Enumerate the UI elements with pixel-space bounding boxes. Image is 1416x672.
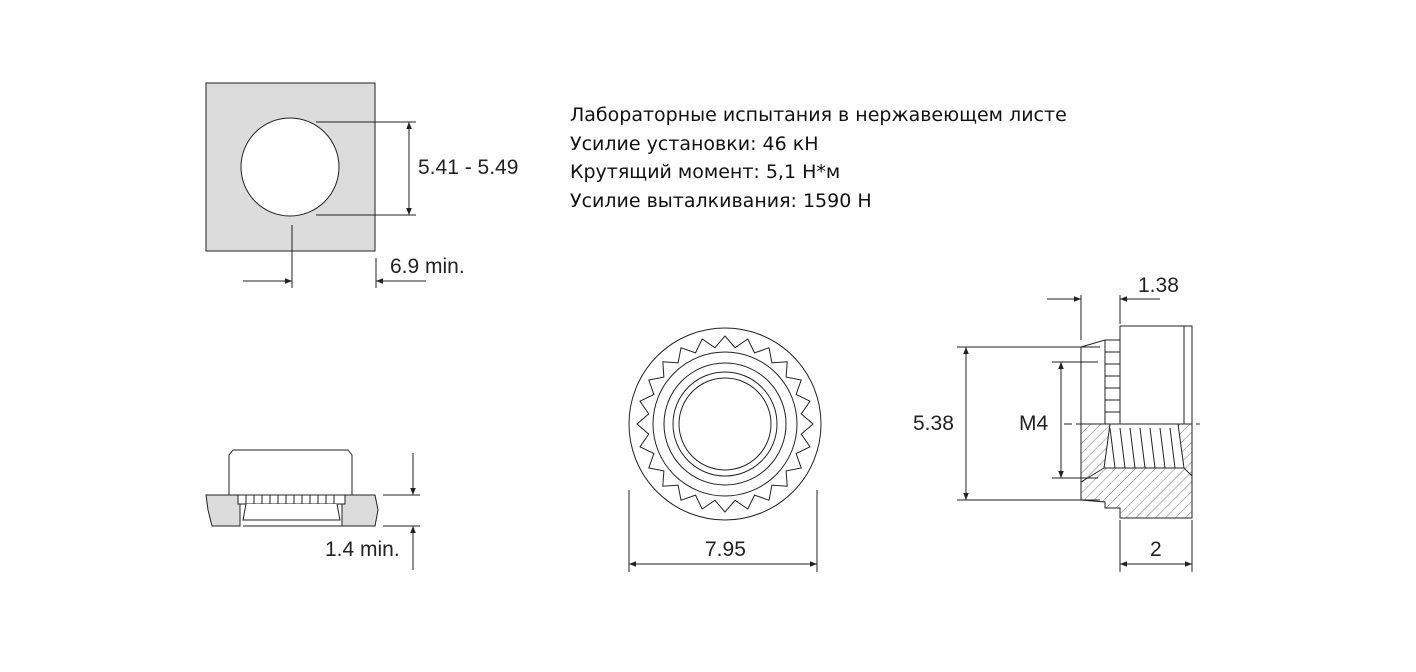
spec-pushout-force: Усилие выталкивания: 1590 Н bbox=[570, 189, 872, 212]
mounting-hole bbox=[241, 118, 339, 216]
serration-ring bbox=[637, 336, 813, 512]
spec-title: Лабораторные испытания в нержавеющем листе bbox=[570, 104, 1067, 126]
shank-length-label: 1.38 bbox=[1138, 274, 1179, 297]
body-width-label: 2 bbox=[1150, 538, 1162, 561]
panel-hole-view bbox=[206, 83, 518, 288]
outer-diameter-label: 7.95 bbox=[705, 538, 746, 561]
sheet-left bbox=[206, 495, 240, 526]
installed-side-view bbox=[206, 450, 420, 570]
spec-install-force: Усилие установки: 46 кН bbox=[570, 132, 819, 155]
height-label: 5.38 bbox=[913, 412, 954, 435]
nut-shank-top bbox=[1081, 340, 1120, 424]
nut-top-view bbox=[629, 328, 821, 572]
nut-head bbox=[229, 450, 352, 495]
sheet-thickness-label: 1.4 min. bbox=[325, 538, 400, 561]
hole-diameter-label: 5.41 - 5.49 bbox=[418, 156, 519, 179]
sheet-right bbox=[342, 495, 378, 526]
nut-shank bbox=[243, 504, 340, 520]
nut-section-view bbox=[913, 274, 1200, 572]
edge-distance-label: 6.9 min. bbox=[390, 255, 465, 278]
test-specs bbox=[570, 101, 1067, 215]
nut-body bbox=[1120, 326, 1192, 424]
spec-torque: Крутящий момент: 5,1 Н*м bbox=[570, 161, 841, 183]
thread-size-label: M4 bbox=[1019, 412, 1049, 435]
